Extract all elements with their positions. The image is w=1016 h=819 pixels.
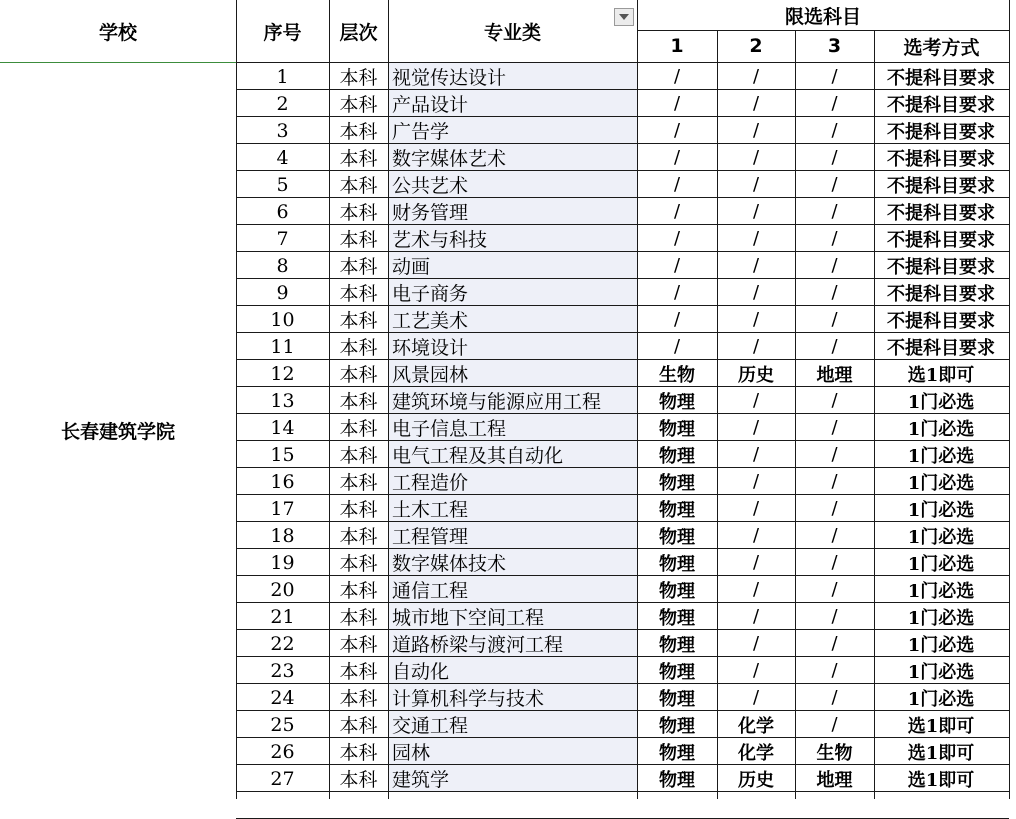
header-level: 层次 (339, 21, 378, 44)
row-level[interactable]: 本科 (339, 418, 378, 440)
table-row (236, 468, 1016, 495)
row-level[interactable]: 本科 (339, 526, 378, 548)
row-subject-2[interactable]: / (752, 255, 760, 276)
grid-line (236, 413, 1009, 414)
row-subject-2[interactable]: / (752, 147, 760, 168)
row-subject-3[interactable]: / (831, 714, 838, 735)
header-mode: 选考方式 (903, 36, 980, 59)
filter-dropdown-icon[interactable] (614, 8, 634, 26)
row-subject-2[interactable]: / (752, 579, 760, 600)
row-subject-3[interactable]: / (831, 660, 838, 681)
grid-line (236, 737, 1009, 738)
grid-line (236, 332, 1009, 333)
grid-line (388, 0, 389, 799)
row-mode[interactable]: 选1即可 (907, 715, 975, 737)
row-subject-1[interactable]: 物理 (659, 391, 695, 413)
row-subject-1[interactable]: 物理 (659, 445, 695, 467)
row-mode[interactable]: 不提科目要求 (887, 229, 995, 251)
row-subject-2[interactable]: / (752, 174, 760, 195)
grid-line (236, 116, 1009, 117)
table-row (236, 144, 1016, 171)
row-index[interactable]: 11 (270, 335, 295, 358)
table-row (236, 441, 1016, 468)
row-mode[interactable]: 1门必选 (907, 526, 975, 548)
row-subject-3[interactable]: / (831, 174, 838, 195)
row-index[interactable]: 4 (276, 146, 289, 169)
row-index[interactable]: 9 (276, 281, 289, 304)
row-level[interactable]: 本科 (339, 742, 378, 764)
table-row (236, 171, 1016, 198)
row-subject-1[interactable]: 物理 (659, 553, 695, 575)
row-major[interactable]: 动画 (388, 252, 637, 279)
row-index[interactable]: 3 (276, 119, 289, 142)
row-subject-1[interactable]: 物理 (659, 499, 695, 521)
row-subject-2[interactable]: / (752, 444, 760, 465)
row-index[interactable]: 25 (270, 713, 295, 736)
row-level[interactable]: 本科 (339, 256, 378, 278)
row-subject-1[interactable]: / (673, 255, 681, 276)
table-row (236, 738, 1016, 765)
row-mode[interactable]: 1门必选 (907, 418, 975, 440)
row-major[interactable]: 道路桥梁与渡河工程 (388, 630, 637, 657)
row-subject-2[interactable]: / (752, 228, 760, 249)
row-mode[interactable]: 1门必选 (907, 634, 975, 656)
row-index[interactable]: 19 (270, 551, 295, 574)
row-subject-3[interactable]: / (831, 390, 838, 411)
row-index[interactable]: 13 (270, 389, 295, 412)
table-row (236, 576, 1016, 603)
row-level[interactable]: 本科 (339, 337, 378, 359)
row-subject-1[interactable]: / (673, 66, 681, 87)
row-subject-2[interactable]: / (752, 120, 760, 141)
row-level[interactable]: 本科 (339, 202, 378, 224)
row-subject-3[interactable]: / (831, 255, 838, 276)
row-major[interactable]: 环境设计 (388, 333, 637, 360)
row-level[interactable]: 本科 (339, 148, 378, 170)
row-subject-2[interactable]: / (752, 498, 760, 519)
row-index[interactable]: 18 (270, 524, 295, 547)
row-subject-1[interactable]: 物理 (659, 526, 695, 548)
row-subject-1[interactable]: 物理 (659, 418, 695, 440)
row-major[interactable]: 建筑环境与能源应用工程 (388, 387, 637, 414)
row-mode[interactable]: 不提科目要求 (887, 175, 995, 197)
row-level[interactable]: 本科 (339, 580, 378, 602)
row-subject-2[interactable]: / (752, 66, 760, 87)
row-major[interactable]: 通信工程 (388, 576, 637, 603)
row-level[interactable]: 本科 (339, 688, 378, 710)
row-mode[interactable]: 1门必选 (907, 661, 975, 683)
grid-line (1009, 0, 1010, 799)
row-subject-1[interactable]: 物理 (659, 607, 695, 629)
row-major[interactable]: 电子信息工程 (388, 414, 637, 441)
table-row (236, 198, 1016, 225)
row-level[interactable]: 本科 (339, 607, 378, 629)
row-subject-1[interactable]: 物理 (659, 769, 695, 791)
header-index: 序号 (263, 21, 302, 44)
row-major[interactable]: 交通工程 (388, 711, 637, 738)
grid-line (236, 440, 1009, 441)
grid-line (236, 629, 1009, 630)
header-major: 专业类 (483, 21, 541, 44)
row-mode[interactable]: 不提科目要求 (887, 337, 995, 359)
table-row (236, 387, 1016, 414)
row-mode[interactable]: 选1即可 (907, 742, 975, 764)
row-subject-1[interactable]: 物理 (659, 688, 695, 710)
row-subject-3[interactable]: / (831, 93, 838, 114)
row-mode[interactable]: 1门必选 (907, 391, 975, 413)
row-subject-3[interactable]: / (831, 552, 838, 573)
row-major[interactable]: 产品设计 (388, 90, 637, 117)
table-row (236, 495, 1016, 522)
row-index[interactable]: 23 (270, 659, 295, 682)
row-index[interactable]: 22 (270, 632, 295, 655)
grid-line (236, 0, 237, 799)
row-major[interactable]: 电气工程及其自动化 (388, 441, 637, 468)
row-level[interactable]: 本科 (339, 472, 378, 494)
row-subject-3[interactable]: / (831, 444, 838, 465)
row-subject-3[interactable]: / (831, 228, 838, 249)
row-major[interactable]: 工程管理 (388, 522, 637, 549)
row-mode[interactable]: 选1即可 (907, 769, 975, 791)
header-subject-3: 3 (827, 35, 842, 57)
grid-line (236, 170, 1009, 171)
row-mode[interactable]: 1门必选 (907, 580, 975, 602)
row-mode[interactable]: 1门必选 (907, 553, 975, 575)
row-subject-2[interactable]: 化学 (738, 742, 774, 764)
table-row (236, 684, 1016, 711)
grid-line (236, 197, 1009, 198)
row-level[interactable]: 本科 (339, 769, 378, 791)
header-school: 学校 (98, 21, 137, 44)
row-mode[interactable]: 1门必选 (907, 499, 975, 521)
row-mode[interactable]: 不提科目要求 (887, 148, 995, 170)
grid-line (236, 764, 1009, 765)
row-subject-2[interactable]: / (752, 471, 760, 492)
row-level[interactable]: 本科 (339, 175, 378, 197)
header-subjects-group: 限选科目 (784, 5, 861, 28)
row-major[interactable]: 工艺美术 (388, 306, 637, 333)
grid-line (236, 251, 1009, 252)
row-subject-3[interactable]: / (831, 66, 838, 87)
row-subject-3[interactable]: / (831, 498, 838, 519)
row-subject-3[interactable]: / (831, 120, 838, 141)
grid-line (236, 548, 1009, 549)
row-level[interactable]: 本科 (339, 391, 378, 413)
row-mode[interactable]: 不提科目要求 (887, 67, 995, 89)
row-subject-1[interactable]: / (673, 201, 681, 222)
row-subject-3[interactable]: / (831, 606, 838, 627)
row-subject-1[interactable]: 物理 (659, 715, 695, 737)
row-subject-3[interactable]: 地理 (816, 364, 853, 386)
row-major[interactable]: 广告学 (388, 117, 637, 144)
row-level[interactable]: 本科 (339, 121, 378, 143)
table-row (236, 549, 1016, 576)
row-level[interactable]: 本科 (339, 445, 378, 467)
row-level[interactable]: 本科 (339, 229, 378, 251)
row-subject-3[interactable]: / (831, 336, 838, 357)
row-index[interactable]: 15 (270, 443, 295, 466)
grid-line (236, 305, 1009, 306)
row-index[interactable]: 20 (270, 578, 295, 601)
row-index[interactable]: 17 (270, 497, 295, 520)
row-major[interactable]: 数字媒体技术 (388, 549, 637, 576)
row-index[interactable]: 6 (276, 200, 289, 223)
table-row (236, 711, 1016, 738)
row-major[interactable]: 视觉传达设计 (388, 63, 637, 90)
row-level[interactable]: 本科 (339, 67, 378, 89)
row-subject-3[interactable]: 地理 (816, 769, 853, 791)
row-subject-2[interactable]: / (752, 417, 760, 438)
row-subject-3[interactable]: / (831, 282, 838, 303)
row-major[interactable]: 公共艺术 (388, 171, 637, 198)
row-subject-2[interactable]: 化学 (738, 715, 774, 737)
row-index[interactable]: 24 (270, 686, 295, 709)
row-index[interactable]: 10 (270, 308, 295, 331)
grid-line (637, 0, 638, 799)
row-subject-1[interactable]: / (673, 309, 681, 330)
table-row (236, 603, 1016, 630)
row-subject-1[interactable]: / (673, 228, 681, 249)
row-level[interactable]: 本科 (339, 499, 378, 521)
row-subject-3[interactable]: / (831, 201, 838, 222)
grid-line (236, 278, 1009, 279)
row-level[interactable]: 本科 (339, 310, 378, 332)
row-mode[interactable]: 不提科目要求 (887, 202, 995, 224)
row-subject-2[interactable]: / (752, 93, 760, 114)
row-subject-2[interactable]: / (752, 309, 760, 330)
row-major[interactable]: 土木工程 (388, 495, 637, 522)
grid-line (236, 683, 1009, 684)
row-mode[interactable]: 不提科目要求 (887, 256, 995, 278)
row-major[interactable]: 艺术与科技 (388, 225, 637, 252)
row-index[interactable]: 5 (276, 173, 289, 196)
row-subject-2[interactable]: / (752, 390, 760, 411)
grid-line (329, 0, 330, 799)
row-subject-1[interactable]: / (673, 147, 681, 168)
row-mode[interactable]: 1门必选 (907, 445, 975, 467)
row-subject-2[interactable]: / (752, 525, 760, 546)
row-major[interactable]: 电子商务 (388, 279, 637, 306)
row-subject-1[interactable]: / (673, 282, 681, 303)
table-row (236, 657, 1016, 684)
row-index[interactable]: 8 (276, 254, 289, 277)
row-level[interactable]: 本科 (339, 283, 378, 305)
row-subject-2[interactable]: / (752, 552, 760, 573)
row-mode[interactable]: 不提科目要求 (887, 283, 995, 305)
row-subject-1[interactable]: 物理 (659, 661, 695, 683)
row-subject-1[interactable]: / (673, 93, 681, 114)
row-subject-3[interactable]: / (831, 417, 838, 438)
row-subject-3[interactable]: / (831, 309, 838, 330)
row-level[interactable]: 本科 (339, 634, 378, 656)
grid-line (236, 143, 1009, 144)
row-mode[interactable]: 1门必选 (907, 472, 975, 494)
row-subject-2[interactable]: 历史 (738, 769, 774, 791)
row-subject-1[interactable]: 物理 (659, 634, 695, 656)
grid-line (236, 521, 1009, 522)
row-index[interactable]: 7 (276, 227, 289, 250)
row-subject-1[interactable]: 物理 (659, 742, 695, 764)
grid-line (236, 62, 1009, 63)
row-index[interactable]: 27 (270, 767, 295, 790)
table-row (236, 117, 1016, 144)
row-mode[interactable]: 不提科目要求 (887, 94, 995, 116)
row-major[interactable]: 风景园林 (388, 360, 637, 387)
row-mode[interactable]: 不提科目要求 (887, 121, 995, 143)
row-level[interactable]: 本科 (339, 715, 378, 737)
row-mode[interactable]: 选1即可 (907, 364, 975, 386)
row-subject-1[interactable]: / (673, 120, 681, 141)
row-subject-2[interactable]: / (752, 606, 760, 627)
row-major[interactable]: 工程造价 (388, 468, 637, 495)
header-subject-1: 1 (670, 35, 684, 57)
row-level[interactable]: 本科 (339, 364, 378, 386)
row-subject-2[interactable]: 历史 (738, 364, 774, 386)
row-subject-2[interactable]: / (752, 660, 760, 681)
row-subject-2[interactable]: / (752, 687, 760, 708)
header-subject-2: 2 (749, 35, 763, 57)
table-row (236, 765, 1016, 792)
row-index[interactable]: 12 (270, 362, 295, 385)
row-major[interactable]: 城市地下空间工程 (388, 603, 637, 630)
table-row (236, 522, 1016, 549)
school-name: 长春建筑学院 (60, 421, 175, 443)
row-subject-3[interactable]: / (831, 579, 838, 600)
row-index[interactable]: 16 (270, 470, 295, 493)
grid-line (637, 30, 1009, 31)
table-row (236, 630, 1016, 657)
row-index[interactable]: 1 (276, 65, 289, 88)
table-row (236, 63, 1016, 90)
grid-line (236, 602, 1009, 603)
grid-line (236, 386, 1009, 387)
row-major[interactable]: 数字媒体艺术 (388, 144, 637, 171)
row-major[interactable]: 园林 (388, 738, 637, 765)
grid-line (236, 575, 1009, 576)
row-subject-1[interactable]: 物理 (659, 472, 695, 494)
row-index[interactable]: 2 (276, 92, 289, 115)
row-subject-3[interactable]: / (831, 633, 838, 654)
table-row (236, 252, 1016, 279)
table-row (236, 225, 1016, 252)
row-level[interactable]: 本科 (339, 661, 378, 683)
row-subject-3[interactable]: / (831, 687, 838, 708)
row-index[interactable]: 21 (270, 605, 295, 628)
row-index[interactable]: 14 (270, 416, 295, 439)
row-mode[interactable]: 1门必选 (907, 688, 975, 710)
row-subject-2[interactable]: / (752, 633, 760, 654)
table-row (236, 279, 1016, 306)
row-major[interactable]: 财务管理 (388, 198, 637, 225)
grid-line (236, 656, 1009, 657)
grid-line (236, 359, 1009, 360)
row-subject-2[interactable]: / (752, 201, 760, 222)
row-major[interactable]: 自动化 (388, 657, 637, 684)
row-major[interactable]: 计算机科学与技术 (388, 684, 637, 711)
row-subject-3[interactable]: / (831, 147, 838, 168)
row-subject-3[interactable]: / (831, 525, 838, 546)
row-subject-1[interactable]: 物理 (659, 580, 695, 602)
table-row (236, 360, 1016, 387)
grid-line (236, 791, 1009, 792)
row-subject-1[interactable]: / (673, 336, 681, 357)
row-subject-1[interactable]: 生物 (659, 364, 695, 386)
grid-line (236, 494, 1009, 495)
table-row (236, 414, 1016, 441)
table-row (236, 90, 1016, 117)
row-mode[interactable]: 1门必选 (907, 607, 975, 629)
row-level[interactable]: 本科 (339, 94, 378, 116)
row-index[interactable]: 26 (270, 740, 295, 763)
row-subject-2[interactable]: / (752, 336, 760, 357)
grid-line (236, 710, 1009, 711)
row-subject-3[interactable]: / (831, 471, 838, 492)
grid-line (236, 224, 1009, 225)
grid-line (236, 467, 1009, 468)
row-subject-1[interactable]: / (673, 174, 681, 195)
table-row (236, 333, 1016, 360)
row-mode[interactable]: 不提科目要求 (887, 310, 995, 332)
grid-line (236, 89, 1009, 90)
row-subject-2[interactable]: / (752, 282, 760, 303)
table-row (236, 306, 1016, 333)
row-major[interactable]: 建筑学 (388, 765, 637, 792)
row-subject-3[interactable]: 生物 (816, 742, 853, 764)
row-level[interactable]: 本科 (339, 553, 378, 575)
